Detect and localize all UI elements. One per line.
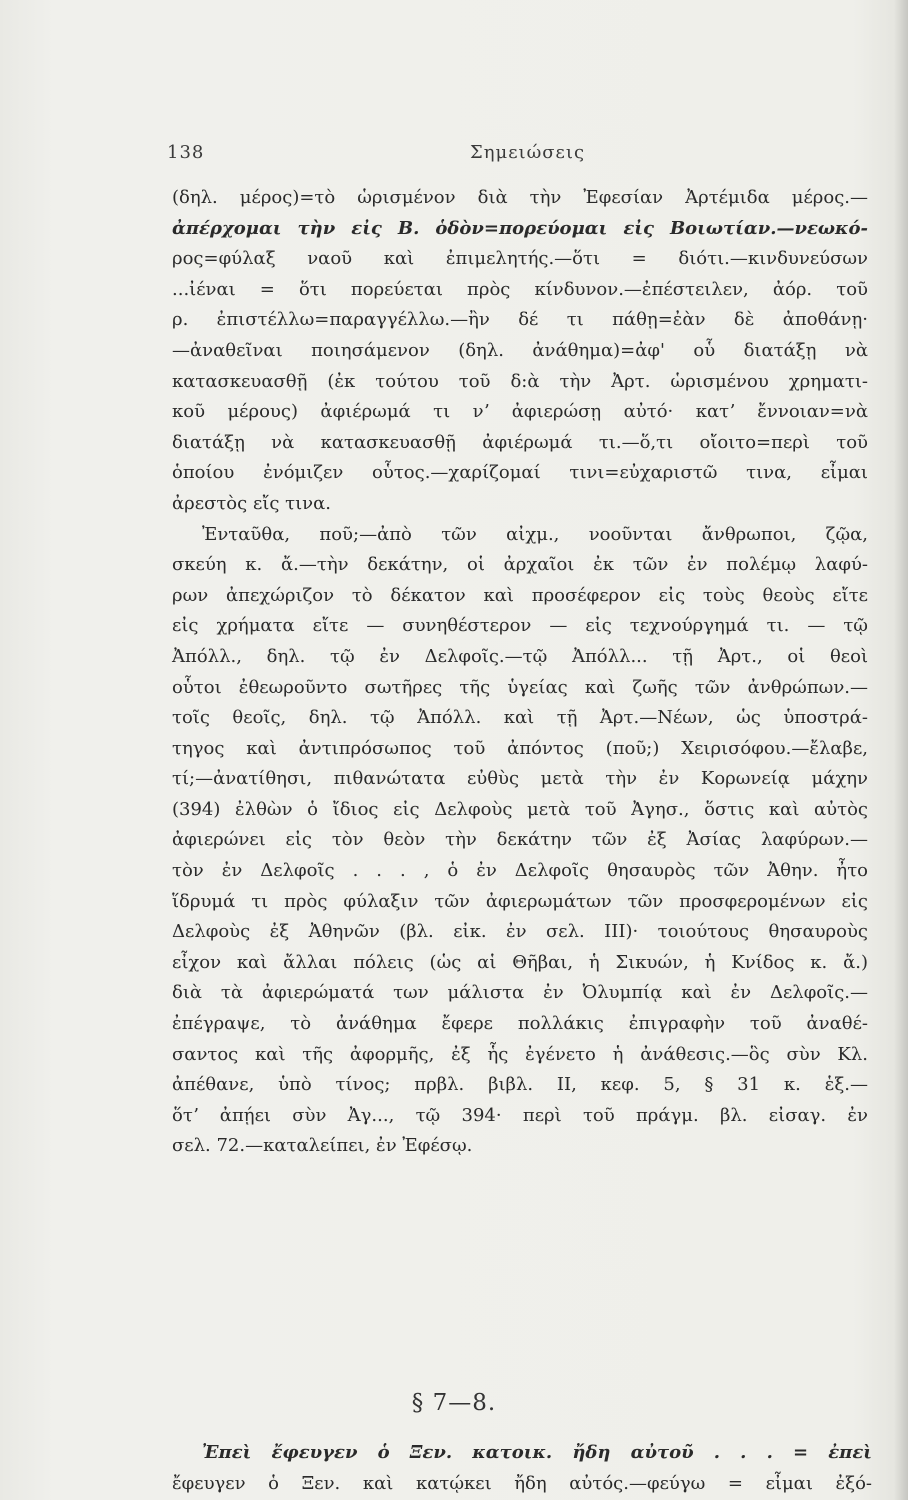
text-line: Δελφοὺς ἐξ Ἀθηνῶν (βλ. εἰκ. ἐν σελ. III)· τοιούτους θησαυροὺς — [172, 921, 868, 943]
notes-text-block — [172, 183, 868, 1162]
text-line: ἀρεστὸς εἴς τινα. — [172, 492, 331, 514]
text-line: ἀπέρχομαι τὴν εἰς Β. ὁδὸν=πορεύομαι εἰς Βοιωτίαν.—νεωκό- — [172, 217, 868, 239]
text-line: ...ἰέναι = ὅτι πορεύεται πρὸς κίνδυνον.—ἐπέστειλεν, ἀόρ. τοῦ — [172, 278, 868, 300]
text-line: ἵδρυμά τι πρὸς φύλαξιν τῶν ἀφιερωμάτων τῶν προσφερομένων εἰς — [172, 890, 868, 912]
text-line: σκεύη κ. ἄ.—τὴν δεκάτην, οἱ ἀρχαῖοι ἐκ τῶν ἐν πολέμῳ λαφύ- — [172, 554, 868, 576]
text-line: τί;—ἀνατίθησι, πιθανώτατα εὐθὺς μετὰ τὴν ἐν Κορωνείᾳ μάχην — [172, 768, 868, 790]
text-line: τὸν ἐν Δελφοῖς . . . , ὁ ἐν Δελφοῖς θησαυρὸς τῶν Ἀθην. ἦτο — [172, 860, 868, 882]
section-heading: § 7—8. — [411, 1390, 497, 1416]
text-line: Ἐπεὶ ἔφευγεν ὁ Ξεν. κατοικ. ἤδη αὐτοῦ . . . = ἐπεὶ — [202, 1442, 872, 1463]
text-line: εἶχον καὶ ἄλλαι πόλεις (ὡς αἱ Θῆβαι, ἡ Σικυών, ἡ Κνίδος κ. ἄ.) — [172, 951, 868, 973]
text-line: τηγος καὶ ἀντιπρόσωπος τοῦ ἀπόντος (ποῦ;) Χειρισόφου.—ἔλαβε, — [172, 737, 868, 759]
text-line: (394) ἐλθὼν ὁ ἴδιος εἰς Δελφοὺς μετὰ τοῦ Ἀγησ., ὅστις καὶ αὐτὸς — [172, 798, 868, 820]
text-line: ρων ἀπεχώριζον τὸ δέκατον καὶ προσέφερον εἰς τοὺς θεοὺς εἴτε — [172, 584, 868, 606]
page-gutter-shadow — [894, 0, 908, 1500]
text-line: ρ. ἐπιστέλλω=παραγγέλλω.—ἢν δέ τι πάθῃ=ἐὰν δὲ ἀποθάνῃ· — [172, 309, 868, 331]
page-header — [167, 142, 867, 172]
text-line: ἔφευγεν ὁ Ξεν. καὶ κατῴκει ἤδη αὐτός.—φεύγω = εἶμαι ἐξό- — [172, 1473, 872, 1494]
text-line: τοῖς θεοῖς, δηλ. τῷ Ἀπόλλ. καὶ τῇ Ἀρτ.—Νέων, ὡς ὑποστρά- — [172, 707, 868, 729]
text-line: σελ. 72.—καταλείπει, ἐν Ἐφέσῳ. — [172, 1135, 473, 1157]
section-text-block — [172, 1437, 872, 1499]
text-line: Ἐνταῦθα, ποῦ;—ἀπὸ τῶν αἰχμ., νοοῦνται ἄνθρωποι, ζῷα, — [202, 523, 868, 545]
text-line: διὰ τὰ ἀφιερώματά των μάλιστα ἐν Ὀλυμπίᾳ καὶ ἐν Δελφοῖς.— — [172, 982, 868, 1004]
text-line: σαντος καὶ τῆς ἀφορμῆς, ἐξ ἧς ἐγένετο ἡ ἀνάθεσις.—ὃς σὺν Κλ. — [172, 1043, 868, 1065]
text-line: κατασκευασθῇ (ἐκ τούτου τοῦ δ:ὰ τὴν Ἀρτ. ὡρισμένου χρηματι- — [172, 370, 868, 392]
text-line: —ἀναθεῖναι ποιησάμενον (δηλ. ἀνάθημα)=ἀφ' οὗ διατάξῃ νὰ — [172, 339, 868, 361]
text-line: ἀφιερώνει εἰς τὸν θεὸν τὴν δεκάτην τῶν ἐξ Ἀσίας λαφύρων.— — [172, 829, 868, 851]
text-line: Ἀπόλλ., δηλ. τῷ ἐν Δελφοῖς.—τῷ Ἀπόλλ... τῇ Ἀρτ., οἱ θεοὶ — [172, 645, 868, 667]
running-head: Σημειώσεις — [470, 142, 586, 163]
text-line: ἀπέθανε, ὑπὸ τίνος; πρβλ. βιβλ. II, κεφ. 5, § 31 κ. ἑξ.— — [172, 1074, 868, 1096]
text-line: (δηλ. μέρος)=τὸ ὡρισμένον διὰ τὴν Ἐφεσίαν Ἀρτέμιδα μέρος.— — [172, 187, 868, 208]
text-line: οὗτοι ἐθεωροῦντο σωτῆρες τῆς ὑγείας καὶ ζωῆς τῶν ἀνθρώπων.— — [172, 676, 868, 698]
text-line: εἰς χρήματα εἴτε — συνηθέστερον — εἰς τεχνούργημά τι. — τῷ — [172, 615, 868, 637]
text-line: ρος=φύλαξ ναοῦ καὶ ἐπιμελητής.—ὅτι = διότι.—κινδυνεύσων — [172, 248, 868, 270]
text-line: κοῦ μέρους) ἀφιέρωμά τι νʼ ἀφιερώσῃ αὐτό· κατʼ ἔννοιαν=νὰ — [172, 401, 868, 423]
text-line: ἐπέγραψε, τὸ ἀνάθημα ἔφερε πολλάκις ἐπιγραφὴν τοῦ ἀναθέ- — [172, 1013, 868, 1035]
page-number: 138 — [167, 142, 205, 163]
text-line: διατάξῃ νὰ κατασκευασθῇ ἀφιέρωμά τι.—ὅ,τι οἴοιτο=περὶ τοῦ — [172, 431, 868, 453]
text-line: ὅτʼ ἀπῄει σὺν Ἀγ..., τῷ 394· περὶ τοῦ πράγμ. βλ. εἰσαγ. ἐν — [172, 1104, 868, 1126]
text-line: ὁποίου ἐνόμιζεν οὗτος.—χαρίζομαί τινι=εὐχαριστῶ τινα, εἶμαι — [172, 462, 868, 484]
